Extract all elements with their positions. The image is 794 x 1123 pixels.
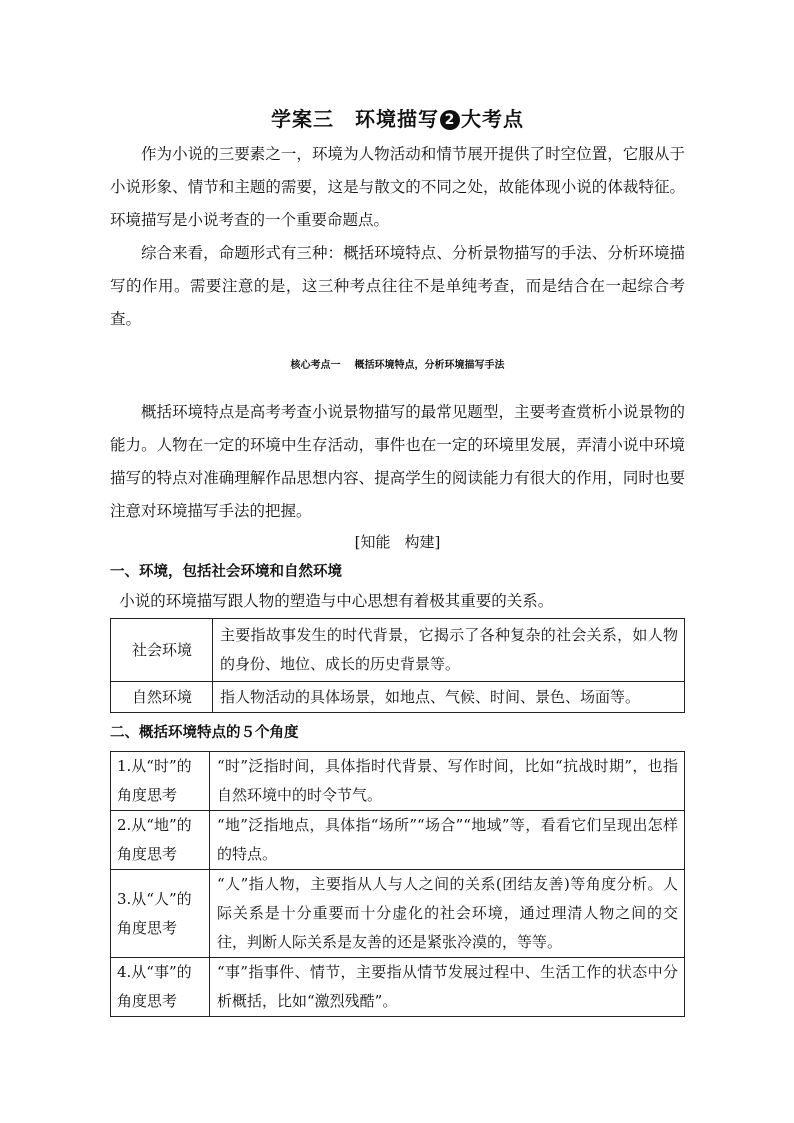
knowledge-right: 构建]: [404, 533, 441, 551]
angles-table: [110, 751, 685, 1017]
knowledge-left: [知能: [354, 533, 391, 551]
table-key-cell: 3.从“人”的角度思考: [111, 870, 210, 958]
table-key-cell: 4.从“事”的角度思考: [111, 958, 210, 1017]
section2-heading: 二、概括环境特点的５个角度: [110, 725, 299, 741]
title-suffix: 大考点: [461, 107, 524, 131]
table-value-cell: 指人物活动的具体场景，如地点、气候、时间、景色、场面等。: [213, 682, 685, 713]
core-point-heading: [110, 336, 685, 396]
title-number-badge: 2: [440, 110, 460, 130]
core-point-label: 核心考点一: [290, 360, 341, 371]
section1-lead: 小说的环境描写跟人物的塑造与中心思想有着极其重要的关系。: [119, 592, 554, 610]
table-row: [111, 870, 685, 958]
table-value-cell: “事”指事件、情节，主要指从情节发展过程中、生活工作的状态中分析概括，比如“激烈残酷”。: [210, 958, 685, 1017]
intro-paragraph-1: 作为小说的三要素之一，环境为人物活动和情节展开提供了时空位置，它服从于小说形象、情节和主题的需要，这是与散文的不同之处，故能体现小说的体裁特征。环境描写是小说考查的一个重要命题点。: [110, 145, 685, 229]
table-row: [111, 958, 685, 1017]
section1-heading: 一、环境，包括社会环境和自然环境: [110, 564, 342, 580]
table-value-cell: “地”泛指地点，具体指“场所”“场合”“地域”等，看看它们呈现出怎样的特点。: [210, 811, 685, 870]
table-row: [111, 811, 685, 870]
title-prefix: 学案三 环境描写: [271, 107, 439, 131]
table-value-cell: 主要指故事发生的时代背景，它揭示了各种复杂的社会关系，如人物的身份、地位、成长的历史背景等。: [213, 619, 685, 682]
table-value-cell: “人”指人物，主要指从人与人之间的关系(团结友善)等角度分析。人际关系是十分重要而十分虚化的社会环境，通过理清人物之间的交往，判断人际关系是友善的还是紧张冷漠的，等等。: [210, 870, 685, 958]
table-key-cell: 2.从“地”的角度思考: [111, 811, 210, 870]
page-title: [110, 100, 685, 138]
table-key-cell: 自然环境: [111, 682, 213, 713]
knowledge-build-label: [110, 528, 685, 558]
core-paragraph: 概括环境特点是高考考查小说景物描写的最常见题型，主要考查赏析小说景物的能力。人物在一定的环境中生存活动，事件也在一定的环境里发展，弄清小说中环境描写的特点对准确理解作品思想内容、提高学生的阅读能力有很大的作用，同时也要注意对环境描写手法的把握。: [110, 403, 685, 520]
table-value-cell: “时”泛指时间，具体指时代背景、写作时间，比如“抗战时期”，也指自然环境中的时令节气。: [210, 752, 685, 811]
table-row: [111, 619, 685, 682]
environment-table: [110, 618, 685, 713]
table-key-cell: 社会环境: [111, 619, 213, 682]
table-row: [111, 682, 685, 713]
table-key-cell: 1.从“时”的角度思考: [111, 752, 210, 811]
intro-paragraph-2: 综合来看，命题形式有三种：概括环境特点、分析景物描写的手法、分析环境描写的作用。需要注意的是，这三种考点往往不是单纯考查，而是结合在一起综合考查。: [110, 244, 685, 328]
document-page: [110, 100, 685, 1017]
core-point-text: 概括环境特点，分析环境描写手法: [354, 360, 505, 371]
table-row: [111, 752, 685, 811]
